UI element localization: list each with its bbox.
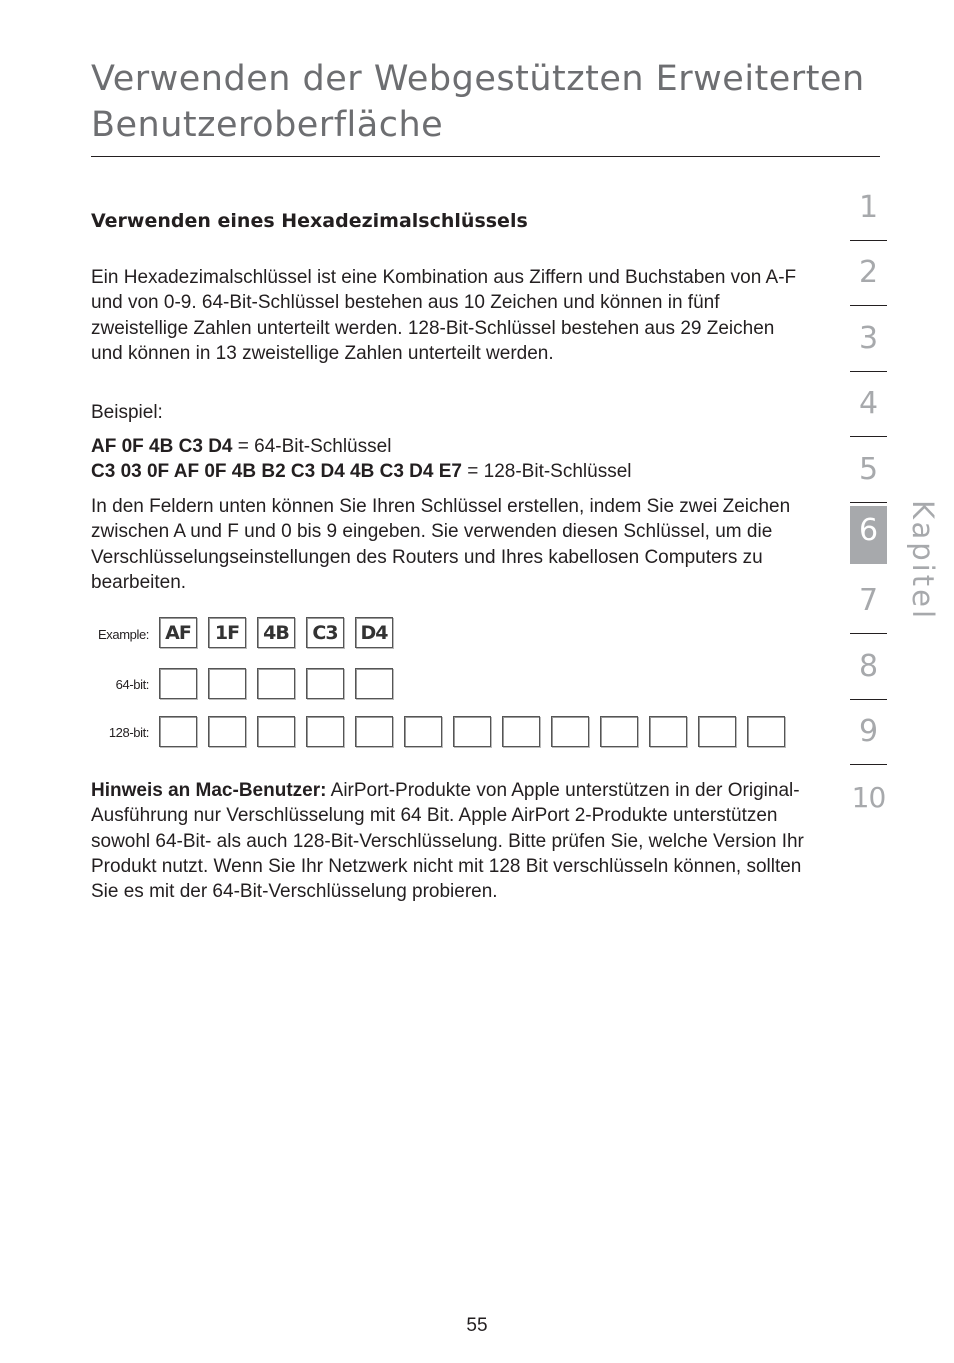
chapter-item[interactable]	[850, 445, 887, 503]
kapitel-label: Kapitel	[906, 500, 940, 622]
row-64bit-label: 64-bit:	[115, 677, 149, 692]
key-input-box[interactable]	[404, 716, 442, 747]
intro-text: Ein Hexadezimalschlüssel ist eine Kombination aus Ziffern und Buchstaben von A-F und von 0-9. 64-Bit-Schlüssel bestehen aus 10 Zeichen und können in fünf zweistellige Zahlen unterteilt werden. 128-Bit-Schlüssel bestehen aus 29 Zeichen und können in 13 zweistellige Zahlen unterteilt werden.	[91, 267, 797, 364]
key-input-box[interactable]	[698, 716, 736, 747]
example-box: 1F	[208, 617, 246, 648]
key-input-box[interactable]	[355, 716, 393, 747]
chapter-item[interactable]	[850, 773, 887, 831]
mac-hint-paragraph	[91, 778, 811, 904]
chapter-item[interactable]	[850, 379, 887, 437]
example-64bit-line	[91, 434, 811, 459]
key-input-box[interactable]	[502, 716, 540, 747]
example-128bit-key: C3 03 0F AF 0F 4B B2 C3 D4 4B C3 D4 E7	[91, 461, 462, 483]
key-input-box[interactable]	[649, 716, 687, 747]
key-input-box[interactable]	[453, 716, 491, 747]
title-divider	[91, 156, 880, 157]
chapter-item[interactable]	[850, 248, 887, 306]
key-input-box[interactable]	[551, 716, 589, 747]
page-title	[91, 56, 881, 148]
chapter-item[interactable]	[850, 314, 887, 372]
key-input-box[interactable]	[208, 716, 246, 747]
example-128bit-line	[91, 459, 811, 484]
key-input-box[interactable]	[306, 668, 344, 699]
page-number: 55	[466, 1315, 488, 1336]
chapter-number: 2	[858, 255, 879, 290]
fields-paragraph	[91, 494, 811, 595]
example-box: D4	[355, 617, 393, 648]
row-128bit-label: 128-bit:	[108, 725, 149, 740]
mac-hint-text	[91, 778, 811, 904]
chapter-number: 3	[858, 321, 879, 356]
key-input-box[interactable]	[306, 716, 344, 747]
example-128bit-suffix: = 128-Bit-Schlüssel	[462, 461, 632, 483]
chapter-number: 6	[858, 513, 879, 548]
intro-paragraph	[91, 265, 811, 366]
key-input-box[interactable]	[208, 668, 246, 699]
chapter-number: 8	[858, 649, 879, 684]
chapter-number: 5	[858, 452, 879, 487]
fields-text: In den Feldern unten können Sie Ihren Schlüssel erstellen, indem Sie zwei Zeichen zwischen A und F und 0 bis 9 eingeben. Sie verwenden diesen Schlüssel, um die Verschlüsselungseinstellungen des Routers und Ihres kabellosen Computers zu bearbeiten.	[91, 496, 791, 593]
chapter-item[interactable]	[850, 642, 887, 700]
beispiel-text: Beispiel:	[91, 402, 163, 423]
chapter-item[interactable]	[850, 707, 887, 765]
mac-hint-label: Hinweis an Mac-Benutzer:	[91, 780, 327, 801]
example-box: AF	[159, 617, 197, 648]
example-row-label: Example:	[98, 627, 149, 642]
key-input-box[interactable]	[257, 668, 295, 699]
chapter-number: 4	[858, 386, 879, 421]
chapter-item[interactable]	[850, 576, 887, 634]
key-input-box[interactable]	[600, 716, 638, 747]
key-input-box[interactable]	[159, 716, 197, 747]
key-input-box[interactable]	[257, 716, 295, 747]
example-keys	[91, 434, 811, 485]
chapter-number: 1	[858, 190, 879, 225]
example-box: C3	[306, 617, 344, 648]
example-64bit-suffix: = 64-Bit-Schlüssel	[232, 436, 392, 457]
example-64bit-key: AF 0F 4B C3 D4	[91, 436, 233, 457]
mac-hint-body: AirPort-Produkte von Apple unterstützen in der Original-Ausführung nur Verschlüsselung mit 64 Bit. Apple AirPort 2-Produkte unterstützen sowohl 64-Bit- als auch 128-Bit-Verschlüsselung. Bitte prüfen Sie, welche Version Ihr Produkt nutzt. Wenn Sie Ihr Netzwerk nicht mit 128 Bit verschlüsseln können, sollten Sie es mit der 64-Bit-Verschlüsselung probieren.	[91, 780, 804, 903]
chapter-number: 7	[858, 583, 879, 618]
chapter-number: 9	[858, 714, 879, 749]
key-input-box[interactable]	[747, 716, 785, 747]
chapter-item-active[interactable]	[850, 506, 887, 564]
key-input-box[interactable]	[159, 668, 197, 699]
beispiel-label	[91, 400, 811, 425]
key-input-box[interactable]	[355, 668, 393, 699]
example-box: 4B	[257, 617, 295, 648]
page-title-line-1: Verwenden der Webgestützten Erweiterten	[91, 59, 865, 99]
chapter-item[interactable]	[850, 183, 887, 241]
chapter-number: 10	[851, 781, 886, 814]
section-heading: Verwenden eines Hexadezimalschlüssels	[91, 210, 528, 232]
page-title-line-2: Benutzeroberfläche	[91, 105, 444, 145]
